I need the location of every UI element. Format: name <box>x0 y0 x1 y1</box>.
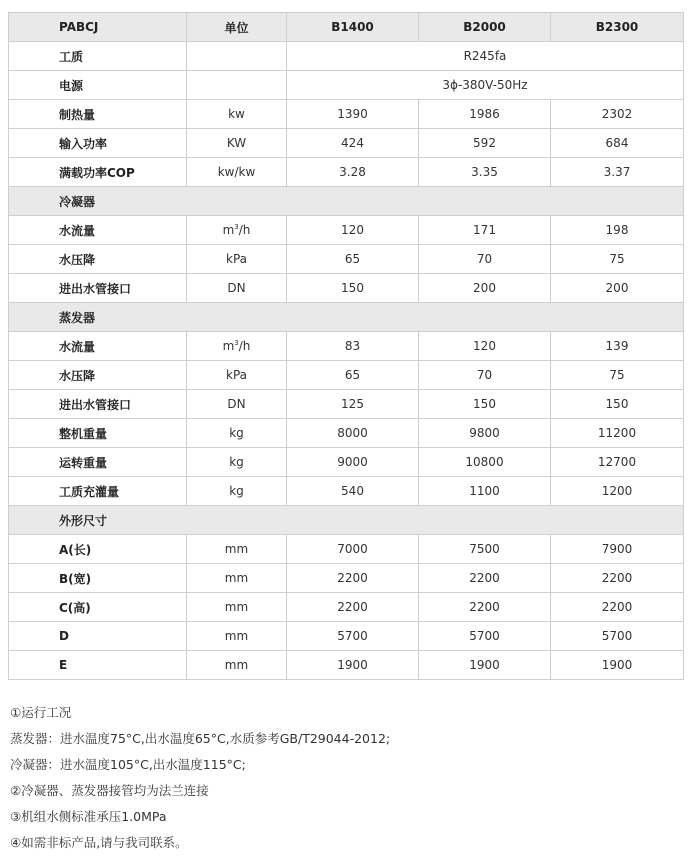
row-label: 水流量 <box>9 216 187 245</box>
value-cell: 200 <box>419 274 551 303</box>
spec-table <box>8 12 684 680</box>
row-label: 输入功率 <box>9 129 187 158</box>
row-label: C(高) <box>9 593 187 622</box>
row-label: 制热量 <box>9 100 187 129</box>
header-col-b2300: B2300 <box>551 13 684 42</box>
header-model: PABCJ <box>9 13 187 42</box>
row-label: 电源 <box>9 71 187 100</box>
unit-cell: KW <box>187 129 287 158</box>
table-row <box>9 216 684 245</box>
value-cell: 12700 <box>551 448 684 477</box>
value-cell: 75 <box>551 245 684 274</box>
unit-cell: DN <box>187 274 287 303</box>
header-col-b1400: B1400 <box>287 13 419 42</box>
value-cell: 424 <box>287 129 419 158</box>
section-row-dimensions <box>9 506 684 535</box>
table-row <box>9 419 684 448</box>
unit-cell <box>187 42 287 71</box>
value-cell: 540 <box>287 477 419 506</box>
note-line: 蒸发器：进水温度75°C,出水温度65°C,水质参考GB/T29044-2012; <box>10 731 391 746</box>
value-cell: 2200 <box>419 564 551 593</box>
value-cell: 200 <box>551 274 684 303</box>
table-row <box>9 535 684 564</box>
unit-cell: kPa <box>187 245 287 274</box>
value-cell: 150 <box>419 390 551 419</box>
value-cell: 1200 <box>551 477 684 506</box>
value-cell: 75 <box>551 361 684 390</box>
table-row <box>9 129 684 158</box>
section-row-evaporator <box>9 303 684 332</box>
unit-cell: kw/kw <box>187 158 287 187</box>
section-title: 冷凝器 <box>9 187 684 216</box>
value-cell: 3.28 <box>287 158 419 187</box>
value-cell: 592 <box>419 129 551 158</box>
section-row-condenser <box>9 187 684 216</box>
value-cell: 1900 <box>287 651 419 680</box>
row-label: 水压降 <box>9 361 187 390</box>
value-cell: 9000 <box>287 448 419 477</box>
unit-tail: /h <box>238 339 251 353</box>
value-cell: 2200 <box>551 593 684 622</box>
unit-tail: /h <box>238 223 251 237</box>
unit-cell: kg <box>187 419 287 448</box>
value-cell: 9800 <box>419 419 551 448</box>
value-cell: 198 <box>551 216 684 245</box>
value-cell: 2200 <box>419 593 551 622</box>
unit-cell <box>187 71 287 100</box>
value-cell: 8000 <box>287 419 419 448</box>
table-row <box>9 274 684 303</box>
row-label: 水压降 <box>9 245 187 274</box>
header-col-b2000: B2000 <box>419 13 551 42</box>
value-cell: 120 <box>287 216 419 245</box>
unit-cell: kw <box>187 100 287 129</box>
value-cell: 1100 <box>419 477 551 506</box>
unit-cell: DN <box>187 390 287 419</box>
value-cell: 125 <box>287 390 419 419</box>
value-cell: 65 <box>287 361 419 390</box>
value-cell: 7900 <box>551 535 684 564</box>
table-row <box>9 71 684 100</box>
unit-cell: kg <box>187 477 287 506</box>
value-cell: 684 <box>551 129 684 158</box>
value-cell: 2200 <box>287 593 419 622</box>
header-unit: 单位 <box>187 13 287 42</box>
value-cell: 2200 <box>551 564 684 593</box>
value-cell: 3.37 <box>551 158 684 187</box>
unit-cell <box>187 216 287 245</box>
table-row <box>9 477 684 506</box>
unit-cell: mm <box>187 651 287 680</box>
table-header-row <box>9 13 684 42</box>
notes-section <box>10 700 680 856</box>
unit-cell: mm <box>187 622 287 651</box>
value-cell: 1390 <box>287 100 419 129</box>
unit-cell: mm <box>187 535 287 564</box>
value-cell: 120 <box>419 332 551 361</box>
value-cell: 65 <box>287 245 419 274</box>
row-label: E <box>9 651 187 680</box>
note-line: ②冷凝器、蒸发器接管均为法兰连接 <box>10 783 209 798</box>
table-row <box>9 361 684 390</box>
table-row <box>9 42 684 71</box>
value-cell: 5700 <box>551 622 684 651</box>
value-cell: 11200 <box>551 419 684 448</box>
value-cell: 1900 <box>551 651 684 680</box>
table-row <box>9 564 684 593</box>
note-line: 冷凝器：进水温度105°C,出水温度115°C; <box>10 757 246 772</box>
table-row <box>9 593 684 622</box>
table-row <box>9 100 684 129</box>
row-label: 工质 <box>9 42 187 71</box>
row-label: D <box>9 622 187 651</box>
value-cell: 5700 <box>419 622 551 651</box>
note-line: ④如需非标产品,请与我司联系。 <box>10 835 188 850</box>
value-cell: 139 <box>551 332 684 361</box>
unit-cell <box>187 332 287 361</box>
table-row <box>9 332 684 361</box>
row-label: 运转重量 <box>9 448 187 477</box>
span-value: 3ϕ-380V-50Hz <box>287 71 684 100</box>
unit-base: m <box>222 339 235 353</box>
table-row <box>9 390 684 419</box>
value-cell: 150 <box>551 390 684 419</box>
unit-base: m <box>222 223 235 237</box>
table-row <box>9 651 684 680</box>
unit-cell: kg <box>187 448 287 477</box>
value-cell: 3.35 <box>419 158 551 187</box>
section-title: 蒸发器 <box>9 303 684 332</box>
unit-superscript: 3 <box>234 339 239 347</box>
unit-cell: kPa <box>187 361 287 390</box>
row-label: 整机重量 <box>9 419 187 448</box>
value-cell: 5700 <box>287 622 419 651</box>
table-row <box>9 245 684 274</box>
value-cell: 70 <box>419 361 551 390</box>
row-label: 水流量 <box>9 332 187 361</box>
value-cell: 1986 <box>419 100 551 129</box>
table-row <box>9 448 684 477</box>
section-title: 外形尺寸 <box>9 506 684 535</box>
unit-superscript: 3 <box>234 223 239 231</box>
span-value: R245fa <box>287 42 684 71</box>
value-cell: 1900 <box>419 651 551 680</box>
value-cell: 83 <box>287 332 419 361</box>
value-cell: 70 <box>419 245 551 274</box>
unit-cell: mm <box>187 593 287 622</box>
value-cell: 7500 <box>419 535 551 564</box>
row-label: B(宽) <box>9 564 187 593</box>
row-label: 进出水管接口 <box>9 274 187 303</box>
value-cell: 10800 <box>419 448 551 477</box>
note-line: ③机组水侧标准承压1.0MPa <box>10 809 167 824</box>
row-label: 满载功率COP <box>9 158 187 187</box>
note-line: ①运行工况 <box>10 705 72 720</box>
value-cell: 171 <box>419 216 551 245</box>
value-cell: 2302 <box>551 100 684 129</box>
row-label: 工质充灌量 <box>9 477 187 506</box>
table-row <box>9 622 684 651</box>
row-label: 进出水管接口 <box>9 390 187 419</box>
unit-cell: mm <box>187 564 287 593</box>
row-label: A(长) <box>9 535 187 564</box>
value-cell: 150 <box>287 274 419 303</box>
table-row <box>9 158 684 187</box>
value-cell: 2200 <box>287 564 419 593</box>
value-cell: 7000 <box>287 535 419 564</box>
